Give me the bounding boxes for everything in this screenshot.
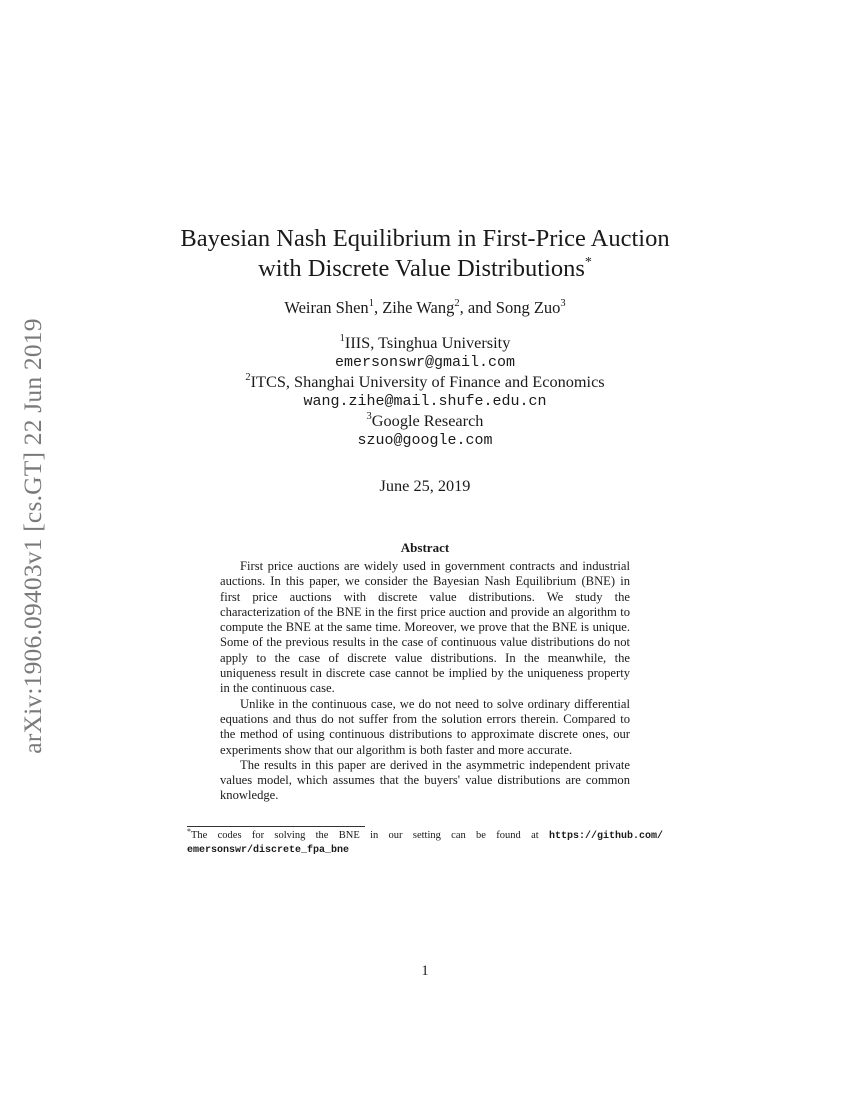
footnote-text: The codes for solving the BNE in our setting can be found at [191,830,539,841]
page-number: 1 [421,963,429,979]
abstract-heading: Abstract [400,540,450,555]
abstract-paragraph: First price auctions are widely used in government contracts and industrial auctions. In this paper, we consider the Bayesian Nash Equilibrium (BNE) in first price auctions with discrete value distributions. We study the characterization of the BNE in the first price auction and provide an algorithm to compute the BNE at the same time. Moreover, we prove that the BNE is unique. Some of the previous results in the case of continuous value distributions do not apply to the case of discrete value distributions. In the meanwhile, the uniqueness result in discrete case cannot be implied by the uniqueness property in the continuous case. [220,559,630,696]
footnote [187,829,663,857]
affiliation-email[interactable]: szuo@google.com [357,431,493,449]
author-name: Song Zuo [495,298,561,317]
author-separator: , and [459,298,496,317]
title-line-2-text: with Discrete Value Distributions [258,255,585,282]
arxiv-identifier: arXiv:1906.09403v1 [cs.GT] 22 Jun 2019 [18,318,47,754]
affiliation-mark: 1 [339,333,345,344]
affiliation-email[interactable]: emersonswr@gmail.com [334,353,516,371]
affiliation-email[interactable]: wang.zihe@mail.shufe.edu.cn [303,392,547,410]
footnote-line-1 [187,829,663,844]
paper-title [150,224,700,284]
affiliation-name [150,411,700,431]
affiliation-name [150,333,700,353]
affiliation-text: Google Research [371,411,484,431]
footnote-link-part-1[interactable]: https://github.com/ [548,831,663,842]
footnote-mark: * [187,827,191,836]
abstract-body [220,559,630,804]
title-line-1: Bayesian Nash Equilibrium in First-Price Auction [180,225,670,252]
title-line-2 [150,254,700,284]
abstract-paragraph: The results in this paper are derived in the asymmetric independent private values model, which assumes that the buyers' value distributions are common knowledge. [220,757,630,803]
author-separator: , [373,298,383,317]
author-affiliation-mark: 1 [368,298,374,309]
publication-date: June 25, 2019 [379,476,471,495]
footnote-link-part-2[interactable]: emersonswr/discrete_fpa_bne [187,844,350,856]
affiliation-mark: 2 [245,372,251,384]
author-list [150,298,700,318]
author-name: Zihe Wang [382,298,455,317]
affiliation-text: ITCS, Shanghai University of Finance and Economics [250,372,605,392]
title-footnote-mark: * [584,255,592,270]
arxiv-side-stamp [2,295,64,777]
affiliation-text: IIIS, Tsinghua University [344,333,511,352]
affiliation-name [150,372,700,392]
author-name: Weiran Shen [284,298,369,317]
abstract-paragraph: Unlike in the continuous case, we do not need to solve ordinary differential equations and thus do not suffer from the solution errors therein. Compared to the method of using continuous distributions to approximate discrete ones, our experiments show that our algorithm is both faster and more accurate. [220,696,630,757]
affiliation-mark: 3 [366,411,372,423]
author-affiliation-mark: 2 [454,298,460,309]
footnote-rule [187,826,365,827]
author-affiliation-mark: 3 [560,298,566,309]
affiliations [150,333,700,451]
